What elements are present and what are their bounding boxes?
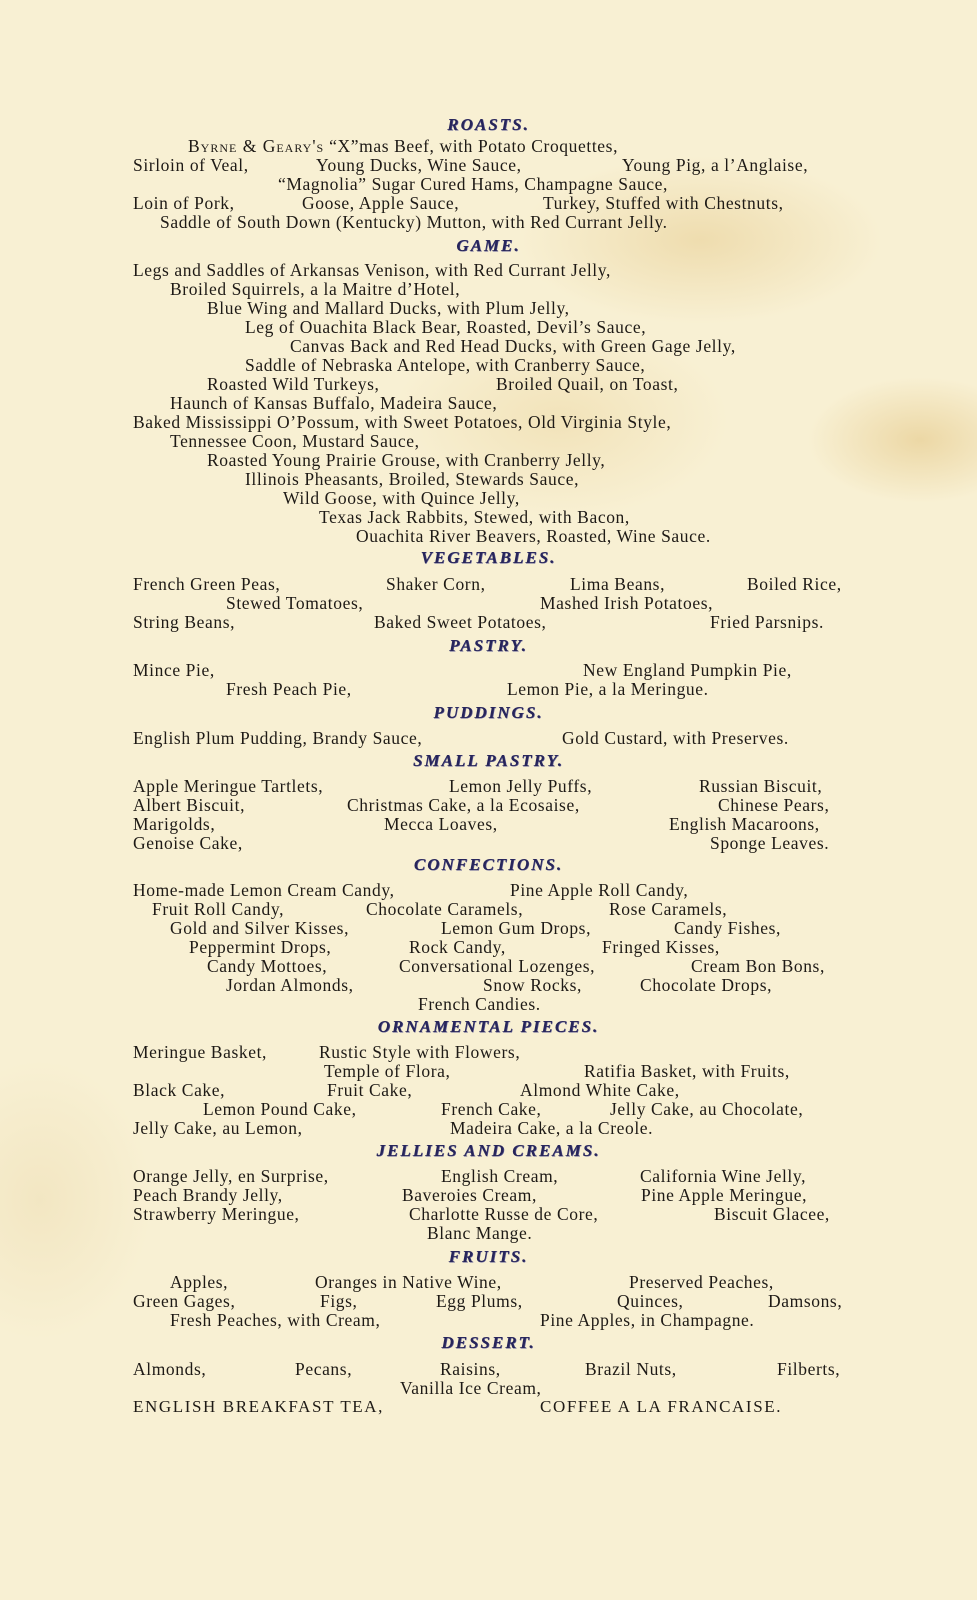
menu-line: Filberts,	[777, 1359, 841, 1379]
menu-line: Rock Candy,	[409, 937, 506, 957]
menu-line: Fruit Cake,	[327, 1080, 413, 1100]
menu-line: Broiled Squirrels, a la Maitre d’Hotel,	[170, 279, 461, 299]
menu-line: Cream Bon Bons,	[691, 956, 825, 976]
menu-line: Orange Jelly, en Surprise,	[133, 1166, 329, 1186]
menu-line: Ratifia Basket, with Fruits,	[584, 1061, 790, 1081]
menu-line: Lima Beans,	[570, 574, 666, 594]
menu-line: Texas Jack Rabbits, Stewed, with Bacon,	[319, 507, 630, 527]
menu-line: Albert Biscuit,	[133, 795, 246, 815]
menu-line: Preserved Peaches,	[629, 1272, 774, 1292]
menu-line: Figs,	[320, 1291, 358, 1311]
menu-line: Haunch of Kansas Buffalo, Madeira Sauce,	[170, 393, 498, 413]
menu-line: French Cake,	[441, 1099, 542, 1119]
menu-line: Broiled Quail, on Toast,	[496, 374, 679, 394]
menu-line: Lemon Pie, a la Meringue.	[507, 679, 709, 699]
menu-line: Pecans,	[295, 1359, 353, 1379]
menu-line: Saddle of South Down (Kentucky) Mutton, with Red Currant Jelly.	[160, 212, 668, 232]
menu-line: French Candies.	[418, 994, 541, 1014]
menu-line: Gold Custard, with Preserves.	[562, 728, 789, 748]
menu-line: Baveroies Cream,	[402, 1185, 537, 1205]
section-heading-roasts: ROASTS.	[447, 115, 530, 134]
menu-line: English Plum Pudding, Brandy Sauce,	[133, 728, 423, 748]
menu-line: Byrne & Geary's “X”mas Beef, with Potato Croquettes,	[188, 136, 619, 156]
menu-line: Russian Biscuit,	[699, 776, 823, 796]
menu-line: Chinese Pears,	[718, 795, 830, 815]
menu-line: Charlotte Russe de Core,	[409, 1204, 599, 1224]
menu-line: Tennessee Coon, Mustard Sauce,	[170, 431, 420, 451]
section-heading-puddings: PUDDINGS.	[433, 703, 544, 722]
section-heading-vegetables: VEGETABLES.	[420, 548, 557, 567]
menu-line: Apples,	[170, 1272, 229, 1292]
menu-line: Strawberry Meringue,	[133, 1204, 300, 1224]
menu-line: Candy Mottoes,	[207, 956, 328, 976]
section-heading-game: GAME.	[456, 236, 521, 255]
menu-line: Pine Apples, in Champagne.	[540, 1310, 755, 1330]
section-heading-jellies-and-creams: JELLIES AND CREAMS.	[376, 1141, 601, 1160]
menu-line: Meringue Basket,	[133, 1042, 268, 1062]
menu-line: Young Pig, a l’Anglaise,	[622, 155, 809, 175]
menu-line: Genoise Cake,	[133, 833, 243, 853]
restaurant-name: Byrne & Geary's	[188, 136, 325, 156]
menu-line: Canvas Back and Red Head Ducks, with Green Gage Jelly,	[290, 336, 736, 356]
menu-line: Chocolate Drops,	[640, 975, 773, 995]
menu-line: Boiled Rice,	[747, 574, 842, 594]
menu-line: Pine Apple Roll Candy,	[510, 880, 689, 900]
menu-line: String Beans,	[133, 612, 236, 632]
menu-line: Roasted Young Prairie Grouse, with Cranberry Jelly,	[207, 450, 606, 470]
menu-line: Leg of Ouachita Black Bear, Roasted, Devil’s Sauce,	[245, 317, 647, 337]
section-heading-ornamental-pieces: ORNAMENTAL PIECES.	[377, 1017, 600, 1036]
menu-line: Baked Sweet Potatoes,	[374, 612, 547, 632]
menu-line: Biscuit Glacee,	[714, 1204, 830, 1224]
section-heading-dessert: DESSERT.	[441, 1333, 536, 1352]
menu-line: Home-made Lemon Cream Candy,	[133, 880, 395, 900]
menu-line: Fruit Roll Candy,	[152, 899, 285, 919]
menu-line: ENGLISH BREAKFAST TEA,	[133, 1397, 385, 1416]
menu-line: Lemon Gum Drops,	[441, 918, 592, 938]
menu-line: New England Pumpkin Pie,	[583, 660, 792, 680]
menu-line: Egg Plums,	[436, 1291, 523, 1311]
menu-line: Mecca Loaves,	[384, 814, 498, 834]
menu-line: Madeira Cake, a la Creole.	[450, 1118, 654, 1138]
menu-line: French Green Peas,	[133, 574, 281, 594]
menu-line: Damsons,	[768, 1291, 843, 1311]
section-heading-fruits: FRUITS.	[448, 1247, 529, 1266]
menu-line: Fringed Kisses,	[602, 937, 720, 957]
menu-line: Black Cake,	[133, 1080, 226, 1100]
menu-line: English Macaroons,	[669, 814, 820, 834]
menu-line: Ouachita River Beavers, Roasted, Wine Sauce.	[356, 526, 711, 546]
menu-line: Shaker Corn,	[386, 574, 486, 594]
menu-line: Mashed Irish Potatoes,	[540, 593, 714, 613]
menu-line: Goose, Apple Sauce,	[302, 193, 460, 213]
section-heading-confections: CONFECTIONS.	[413, 855, 564, 874]
menu-line: Sirloin of Veal,	[133, 155, 249, 175]
menu-line: English Cream,	[441, 1166, 559, 1186]
menu-line: Green Gages,	[133, 1291, 236, 1311]
menu-line: Pine Apple Meringue,	[641, 1185, 808, 1205]
menu-line: Fried Parsnips.	[710, 612, 824, 632]
menu-line: Lemon Pound Cake,	[203, 1099, 357, 1119]
menu-line: Chocolate Caramels,	[366, 899, 524, 919]
menu-line: Conversational Lozenges,	[399, 956, 596, 976]
menu-line: Legs and Saddles of Arkansas Venison, with Red Currant Jelly,	[133, 260, 611, 280]
menu-line: Roasted Wild Turkeys,	[207, 374, 380, 394]
menu-line: Blanc Mange.	[427, 1223, 533, 1243]
menu-line: Stewed Tomatoes,	[226, 593, 364, 613]
menu-line: Illinois Pheasants, Broiled, Stewards Sauce,	[245, 469, 580, 489]
menu-line: Peppermint Drops,	[189, 937, 332, 957]
menu-line: Candy Fishes,	[674, 918, 781, 938]
menu-line: Almonds,	[133, 1359, 207, 1379]
menu-line: Jelly Cake, au Chocolate,	[610, 1099, 804, 1119]
menu-line: Vanilla Ice Cream,	[400, 1378, 542, 1398]
menu-line: Raisins,	[440, 1359, 501, 1379]
menu-line: Rose Caramels,	[609, 899, 728, 919]
section-heading-small-pastry: SMALL PASTRY.	[412, 751, 564, 770]
menu-line: Gold and Silver Kisses,	[170, 918, 350, 938]
menu-line: Almond White Cake,	[520, 1080, 680, 1100]
menu-line: Fresh Peaches, with Cream,	[170, 1310, 381, 1330]
menu-line: Lemon Jelly Puffs,	[449, 776, 593, 796]
section-heading-pastry: PASTRY.	[449, 636, 528, 655]
menu-line: “Magnolia” Sugar Cured Hams, Champagne Sauce,	[278, 174, 669, 194]
menu-line: Christmas Cake, a la Ecosaise,	[347, 795, 580, 815]
menu-line: Jelly Cake, au Lemon,	[133, 1118, 303, 1138]
menu-line: Turkey, Stuffed with Chestnuts,	[543, 193, 784, 213]
menu-line: Wild Goose, with Quince Jelly,	[283, 488, 520, 508]
menu-line: Snow Rocks,	[483, 975, 582, 995]
menu-line: California Wine Jelly,	[640, 1166, 807, 1186]
menu-line: Peach Brandy Jelly,	[133, 1185, 283, 1205]
menu-line: Apple Meringue Tartlets,	[133, 776, 324, 796]
menu-line: Mince Pie,	[133, 660, 215, 680]
menu-line: Temple of Flora,	[324, 1061, 451, 1081]
menu-line: Saddle of Nebraska Antelope, with Cranberry Sauce,	[245, 355, 646, 375]
menu-line: Fresh Peach Pie,	[226, 679, 352, 699]
menu-line: Loin of Pork,	[133, 193, 235, 213]
menu-line: Rustic Style with Flowers,	[319, 1042, 521, 1062]
menu-line: Blue Wing and Mallard Ducks, with Plum Jelly,	[207, 298, 570, 318]
menu-line: Jordan Almonds,	[226, 975, 354, 995]
menu-line: Quinces,	[617, 1291, 684, 1311]
menu-line: Marigolds,	[133, 814, 216, 834]
menu-line: COFFEE A LA FRANCAISE.	[540, 1397, 783, 1416]
menu-line: Young Ducks, Wine Sauce,	[316, 155, 522, 175]
menu-line: Oranges in Native Wine,	[315, 1272, 502, 1292]
menu-line: Baked Mississippi O’Possum, with Sweet Potatoes, Old Virginia Style,	[133, 412, 672, 432]
menu-line: Brazil Nuts,	[585, 1359, 677, 1379]
menu-line: Sponge Leaves.	[710, 833, 830, 853]
